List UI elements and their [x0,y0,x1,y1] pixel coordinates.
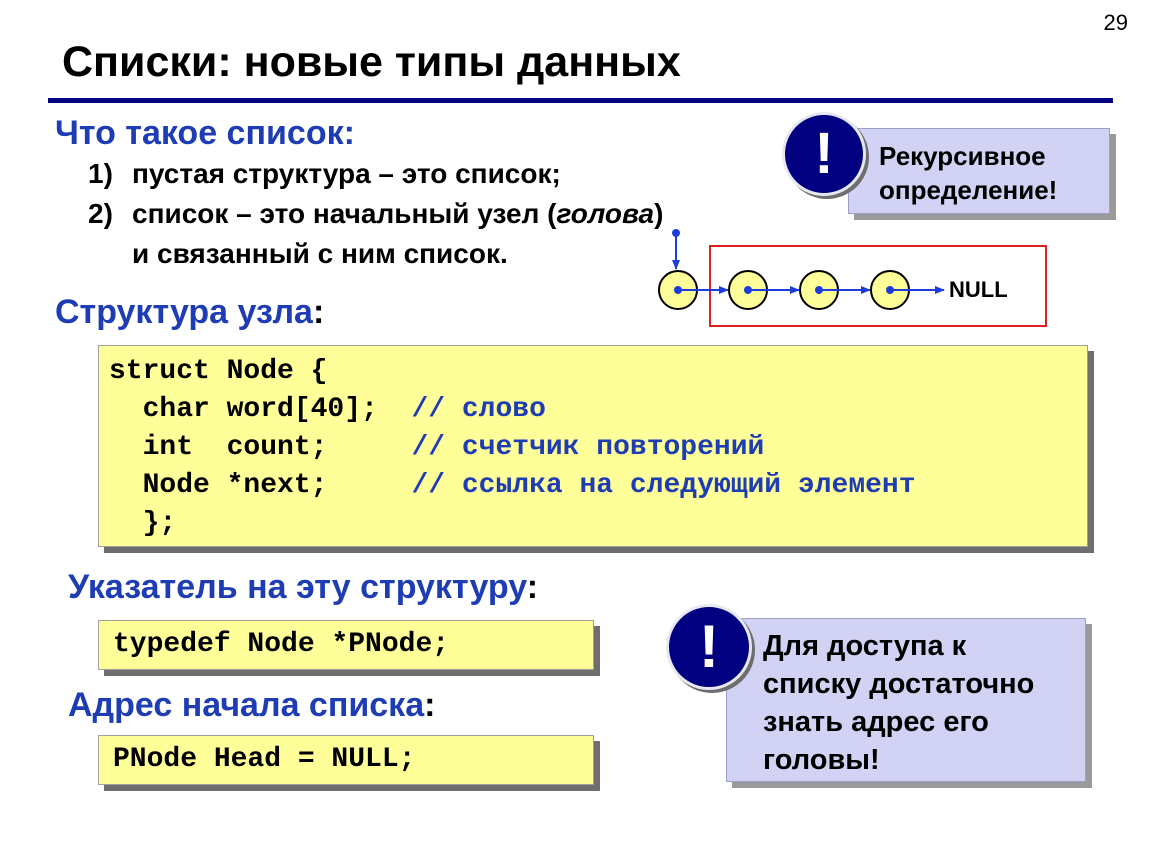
note-line: Рекурсивное [879,141,1046,171]
exclamation-icon: ! [666,604,752,690]
note-line: головы! [763,744,880,776]
code-text: int count; [109,432,412,463]
note-line: Для доступа к [763,630,967,662]
recursive-note [848,128,1110,214]
linked-list-diagram [650,225,1060,335]
item-text: и связанный с ним список. [132,238,508,269]
code-line: PNode Head = NULL; [113,744,416,775]
code-line: typedef Node *PNode; [113,629,450,660]
heading-colon: : [526,568,539,606]
title-divider [48,98,1113,103]
item-text: пустая структура – это список; [132,158,561,189]
code-line [109,508,176,539]
node-structure-heading [55,293,324,332]
typedef-code-block [98,620,594,670]
struct-code-block [98,345,1088,547]
definition-item-3 [88,238,508,270]
note-line: знать адрес его [763,706,989,738]
definition-item-2 [88,198,663,230]
heading-colon: : [312,293,325,331]
heading-text: Структура узла [55,293,313,331]
note-line: определение! [879,175,1058,205]
code-text: char word[40]; [109,394,412,425]
pointer-dot [815,286,823,294]
access-note [726,618,1086,782]
page-number: 29 [1103,10,1128,35]
item-text-italic: голова [556,198,655,229]
note-line: списку достаточно [763,668,1035,700]
item-number: 1) [88,158,113,189]
pointer-dot [886,286,894,294]
heading-text: Указатель на эту структуру [68,568,527,606]
code-text: }; [109,508,177,539]
code-comment: // ссылка на следующий элемент [411,470,916,501]
slide-title: Списки: новые типы данных [62,38,681,86]
heading-colon: : [424,686,436,724]
code-text: Node *next; [109,470,412,501]
code-comment: // счетчик повторений [411,432,765,463]
heading-text: Адрес начала списка [68,686,425,724]
pointer-dot [744,286,752,294]
head-address-heading [68,686,435,725]
definition-heading: Что такое список: [55,114,355,152]
code-line [109,356,327,387]
head-code-block [98,735,594,785]
item-text-end: ) [654,198,664,229]
code-comment: // слово [411,394,546,425]
null-label: NULL [949,277,1008,302]
exclamation-icon: ! [782,112,866,196]
pointer-heading [68,568,538,607]
definition-item-1 [88,158,561,190]
item-text: список – это начальный узел ( [132,198,557,229]
code-line [109,394,546,425]
pointer-dot [674,286,682,294]
code-text: struct Node { [109,356,328,387]
code-line [109,432,764,463]
head-pointer-dot [672,229,680,237]
code-line [109,470,916,501]
item-number: 2) [88,198,113,229]
